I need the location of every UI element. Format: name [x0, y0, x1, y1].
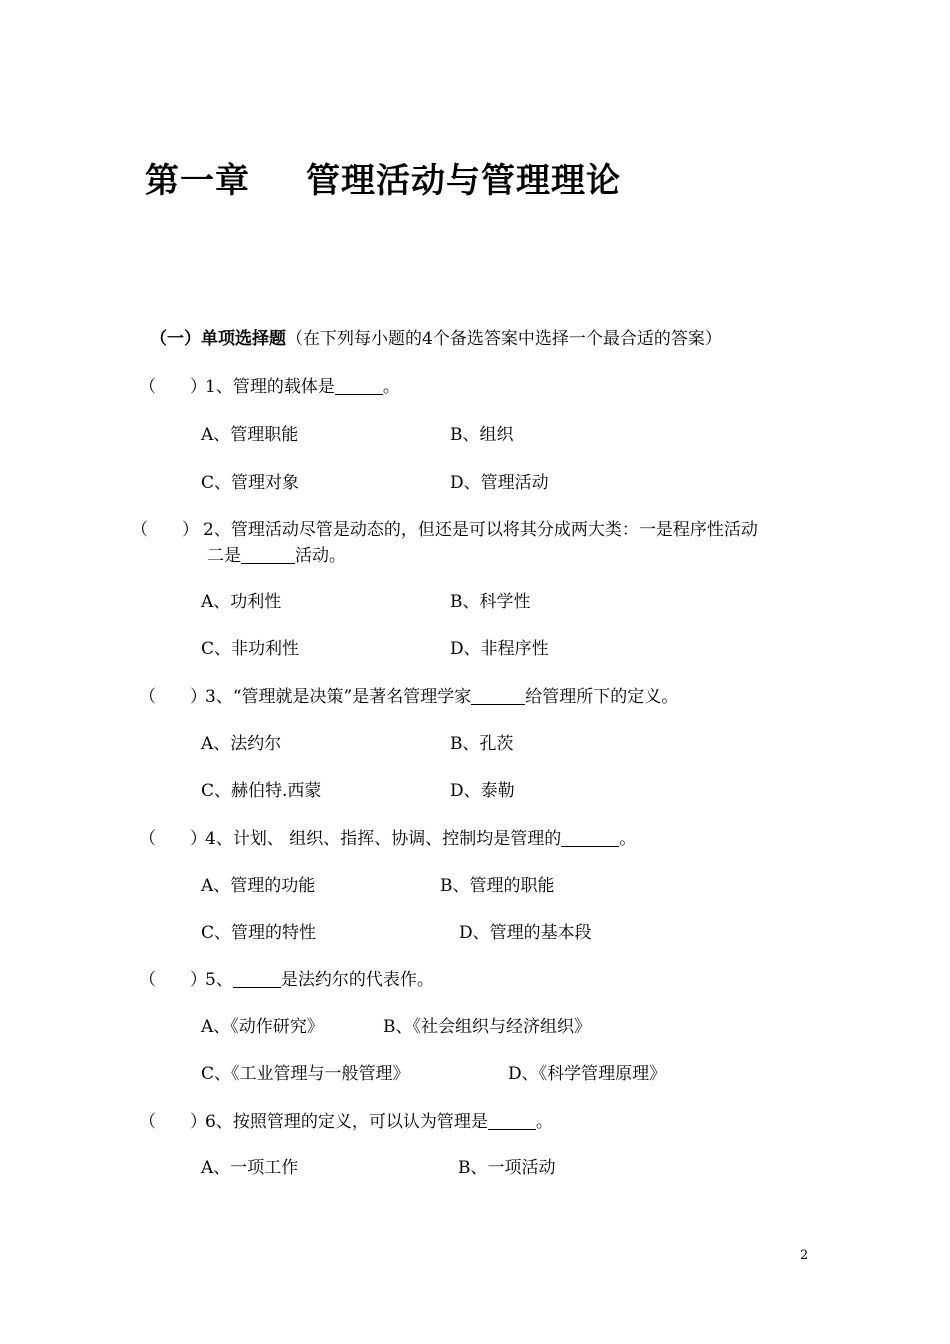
q6-option-b: B、一项活动 [458, 1158, 556, 1178]
question-2 [131, 515, 758, 540]
question-text-end: 是法约尔的代表作。 [280, 970, 434, 990]
answer-blank [233, 970, 281, 988]
q5-option-a: A、《动作研究》 [201, 1017, 324, 1037]
q5-option-b: B、《社会组织与经济组织》 [383, 1017, 591, 1037]
question-text: 1、管理的载体是 [205, 377, 335, 397]
question-3 [139, 682, 678, 707]
q1-option-b: B、组织 [450, 425, 514, 445]
answer-blank [335, 377, 383, 395]
q2-option-a: A、功利性 [201, 592, 282, 612]
answer-blank [561, 829, 619, 847]
question-5 [139, 965, 434, 990]
q2-option-b: B、科学性 [450, 592, 531, 612]
q5-option-c: C、《工业管理与一般管理》 [201, 1064, 410, 1084]
question-text-end: 。 [619, 829, 637, 849]
section-title: （一）单项选择题 [150, 329, 286, 349]
q5-option-d: D、《科学管理原理》 [508, 1064, 667, 1084]
question-2-line2 [207, 541, 346, 566]
chapter-title [145, 153, 621, 202]
question-text: 5、 [205, 970, 233, 990]
q1-option-c: C、管理对象 [201, 473, 300, 493]
answer-paren: （ ） [131, 520, 199, 540]
q2-option-c: C、非功利性 [201, 639, 300, 659]
q3-option-d: D、泰勒 [450, 781, 515, 801]
q4-option-b: B、管理的职能 [440, 876, 555, 896]
question-text: 4、计划、 组织、指挥、协调、控制均是管理的 [205, 829, 562, 849]
question-1 [139, 372, 400, 397]
answer-blank [471, 687, 525, 705]
question-text-end: 活动。 [295, 546, 346, 566]
q3-option-c: C、赫伯特.西蒙 [201, 781, 322, 801]
answer-paren: （ ） [139, 970, 207, 990]
q4-option-c: C、管理的特性 [201, 923, 317, 943]
q3-option-b: B、孔茨 [450, 734, 514, 754]
page-number: 2 [800, 1248, 809, 1263]
section-instruction: （在下列每小题的4个备选答案中选择一个最合适的答案） [286, 329, 722, 349]
q6-option-a: A、一项工作 [201, 1158, 299, 1178]
question-text-end: 。 [535, 1112, 553, 1132]
question-text-line1: 2、管理活动尽管是动态的，但还是可以将其分成两大类：一是程序性活动 [203, 520, 758, 540]
q1-option-d: D、管理活动 [450, 473, 549, 493]
question-text: 6、按照管理的定义，可以认为管理是 [205, 1112, 488, 1132]
question-text-end: 。 [382, 377, 400, 397]
chapter-name: 管理活动与管理理论 [306, 161, 621, 201]
chapter-number: 第一章 [145, 161, 250, 201]
section-heading [150, 324, 722, 349]
question-text-end: 给管理所下的定义。 [525, 687, 679, 707]
answer-paren: （ ） [139, 829, 207, 849]
answer-paren: （ ） [139, 1112, 207, 1132]
q2-option-d: D、非程序性 [450, 639, 549, 659]
answer-paren: （ ） [139, 687, 207, 707]
q3-option-a: A、法约尔 [201, 734, 282, 754]
question-4 [139, 824, 636, 849]
q4-option-a: A、管理的功能 [201, 876, 316, 896]
answer-blank [488, 1112, 536, 1130]
question-6 [139, 1107, 553, 1132]
answer-paren: （ ） [139, 377, 207, 397]
q1-option-a: A、管理职能 [201, 425, 299, 445]
question-text: 二是 [207, 546, 241, 566]
question-text: 3、“管理就是决策”是著名管理学家 [205, 687, 472, 707]
answer-blank [241, 546, 295, 564]
q4-option-d: D、管理的基本段 [459, 923, 592, 943]
